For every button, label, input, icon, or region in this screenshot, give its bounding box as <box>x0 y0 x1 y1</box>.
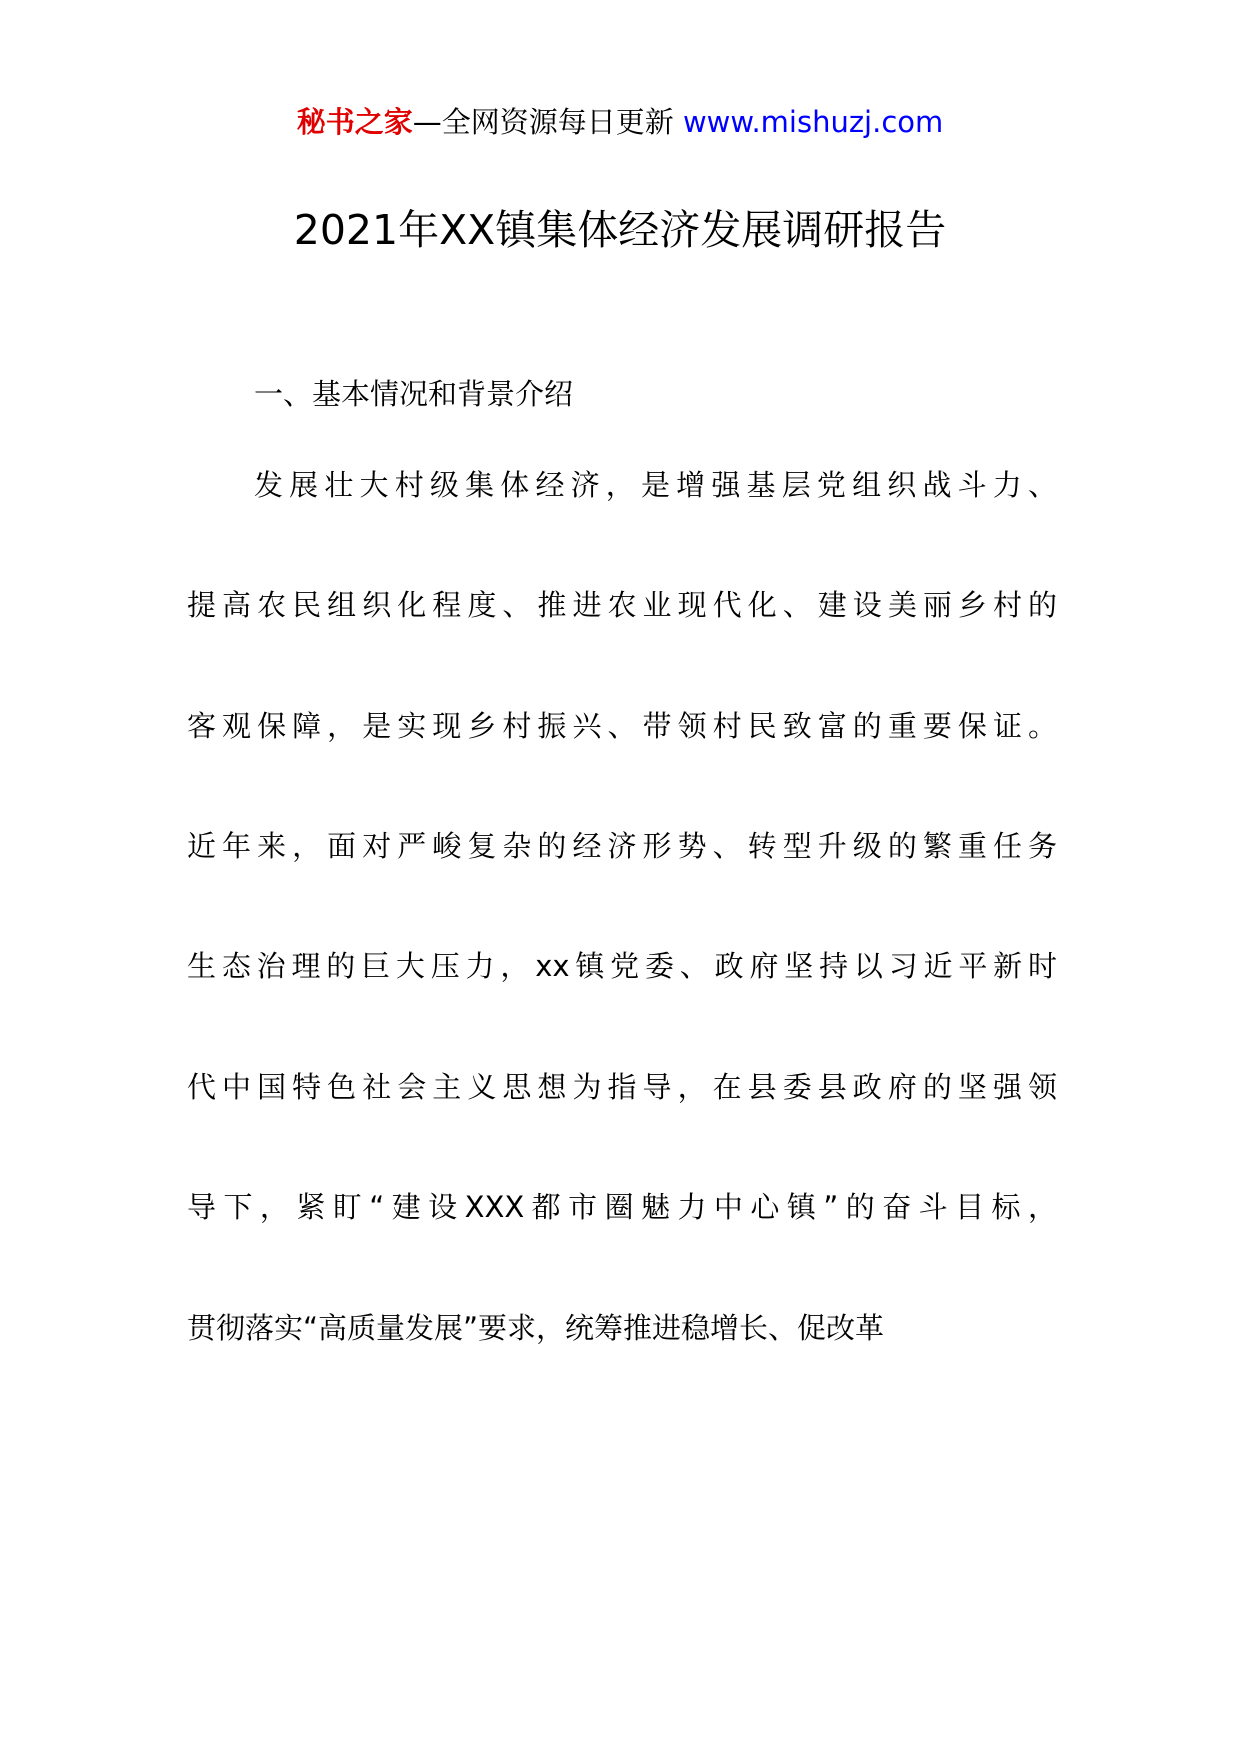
paragraph-line: 生态治理的巨大压力，xx镇党委、政府坚持以习近平新时 <box>187 949 1057 983</box>
brand-name: 秘书之家 <box>296 105 413 139</box>
paragraph-line: 发展壮大村级集体经济，是增强基层党组织战斗力、 <box>254 468 1057 502</box>
paragraph-line: 近年来，面对严峻复杂的经济形势、转型升级的繁重任务 <box>187 829 1057 863</box>
paragraph-line: 代中国特色社会主义思想为指导，在县委县政府的坚强领 <box>187 1070 1057 1104</box>
paragraph-line: 客观保障，是实现乡村振兴、带领村民致富的重要保证。 <box>187 709 1057 743</box>
document-title: 2021年XX镇集体经济发展调研报告 <box>293 206 947 254</box>
header-banner <box>0 100 1240 144</box>
brand-slogan: —全网资源每日更新 <box>412 105 674 139</box>
website-link[interactable]: www.mishuzj.com <box>682 105 944 139</box>
paragraph-line: 提高农民组织化程度、推进农业现代化、建设美丽乡村的 <box>187 588 1057 622</box>
paragraph-line: 导下，紧盯“建设XXX都市圈魅力中心镇”的奋斗目标， <box>187 1190 1057 1224</box>
section-heading: 一、基本情况和背景介绍 <box>254 377 574 411</box>
paragraph-line: 贯彻落实“高质量发展”要求，统筹推进稳增长、促改革 <box>187 1311 885 1345</box>
